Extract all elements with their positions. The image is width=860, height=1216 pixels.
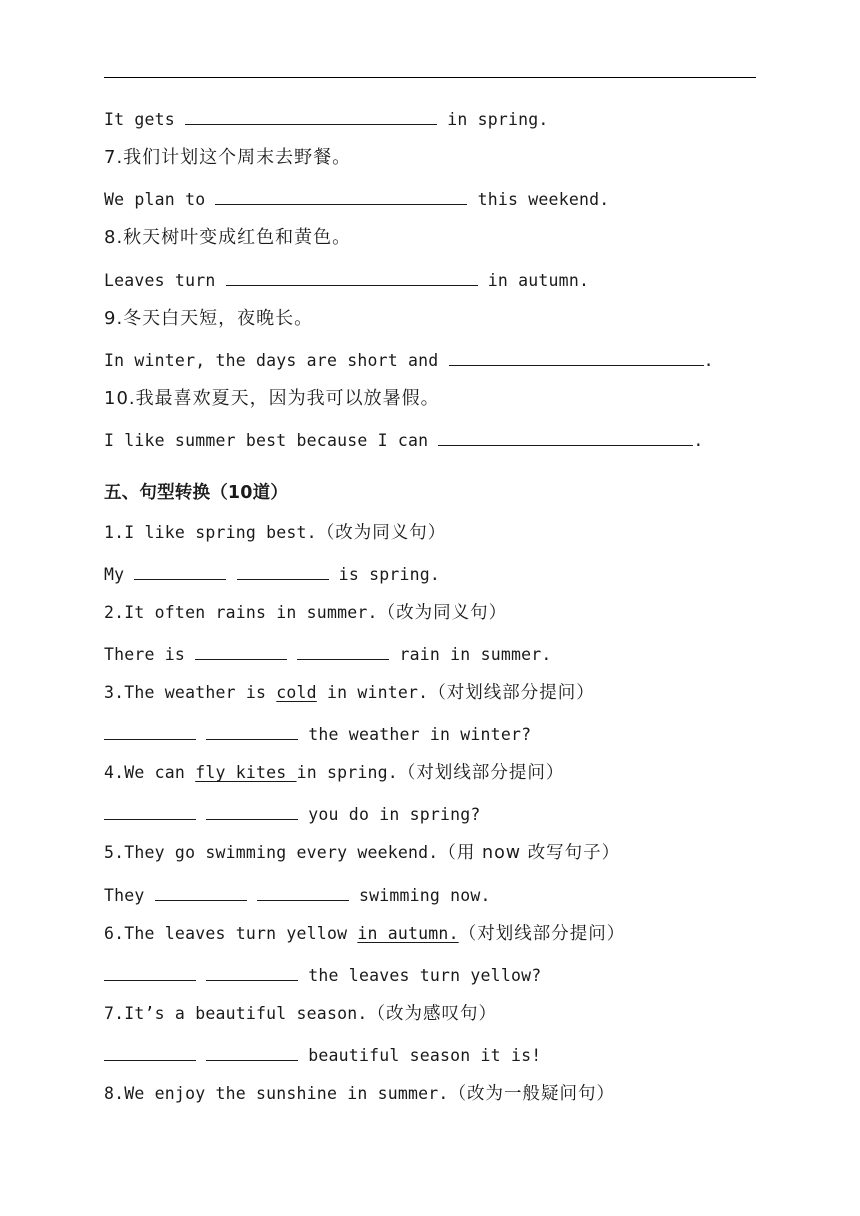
answer-blank[interactable]	[104, 1043, 196, 1061]
exercise-line	[104, 842, 620, 864]
header-rule	[104, 77, 756, 78]
line-text: My	[104, 565, 135, 584]
exercise-line	[104, 428, 704, 452]
question-prompt	[104, 388, 440, 410]
line-text: We plan to	[104, 190, 216, 209]
answer-blank[interactable]	[206, 802, 298, 820]
line-text: beautiful season it is!	[298, 1046, 542, 1065]
line-text: 3.The weather is	[104, 683, 277, 702]
line-text: （改为同义句）	[377, 603, 508, 623]
line-text: 4.We can	[104, 763, 196, 782]
underlined-phrase: fly kites	[195, 763, 297, 782]
line-text	[196, 966, 206, 985]
line-text: this weekend.	[467, 190, 610, 209]
answer-blank[interactable]	[438, 428, 693, 446]
underlined-phrase: cold	[276, 683, 317, 702]
answer-blank[interactable]	[206, 722, 298, 740]
line-text: in spring.	[437, 110, 549, 129]
line-text: （用 now 改写句子）	[438, 843, 621, 863]
line-text: There is	[104, 645, 196, 664]
line-text: in winter.	[316, 683, 429, 702]
exercise-line	[104, 107, 549, 131]
section-heading	[104, 482, 288, 504]
line-text: is spring.	[328, 565, 441, 584]
line-text: 10.我最喜欢夏天，因为我可以放暑假。	[104, 388, 440, 409]
answer-blank[interactable]	[104, 722, 196, 740]
exercise-line	[104, 522, 446, 544]
line-text: Leaves turn	[104, 271, 226, 290]
line-text: in autumn.	[477, 271, 590, 290]
line-text: rain in summer.	[389, 645, 552, 664]
answer-blank[interactable]	[449, 348, 704, 366]
line-text: （对划线部分提问）	[397, 763, 565, 783]
line-text: .	[703, 351, 714, 370]
question-prompt	[104, 227, 351, 249]
line-text	[196, 725, 206, 744]
exercise-line	[104, 762, 564, 784]
line-text: It gets	[104, 110, 186, 129]
line-text: .	[693, 431, 704, 450]
exercise-line	[104, 1043, 541, 1067]
line-text: swimming now.	[348, 886, 491, 905]
exercise-line	[104, 883, 491, 907]
line-text: （对划线部分提问）	[458, 924, 626, 944]
line-text: （改为同义句）	[316, 523, 447, 543]
answer-blank[interactable]	[226, 268, 478, 286]
line-text: I like summer best because I can	[104, 431, 439, 450]
line-text	[226, 565, 236, 584]
answer-blank[interactable]	[237, 562, 329, 580]
exercise-line	[104, 1083, 615, 1105]
exercise-line	[104, 348, 714, 372]
answer-blank[interactable]	[206, 963, 298, 981]
line-text	[196, 1046, 206, 1065]
underlined-phrase: in autumn.	[357, 924, 459, 943]
line-text: the leaves turn yellow?	[298, 966, 542, 985]
line-text: 1.I like spring best.	[104, 523, 317, 542]
question-prompt	[104, 308, 313, 330]
exercise-line	[104, 802, 481, 826]
line-text: 6.The leaves turn yellow	[104, 924, 358, 943]
answer-blank[interactable]	[215, 187, 467, 205]
answer-blank[interactable]	[104, 963, 196, 981]
line-text: 9.冬天白天短，夜晚长。	[104, 308, 314, 329]
exercise-line	[104, 187, 609, 211]
exercise-line	[104, 642, 552, 666]
answer-blank[interactable]	[185, 107, 437, 125]
exercise-line	[104, 562, 440, 586]
exercise-line	[104, 1003, 497, 1025]
line-text	[247, 886, 257, 905]
exercise-line	[104, 602, 507, 624]
question-prompt	[104, 147, 351, 169]
line-text: （改为一般疑问句）	[448, 1084, 616, 1104]
line-text: 7.我们计划这个周末去野餐。	[104, 147, 352, 168]
line-text: 2.It often rains in summer.	[104, 603, 378, 622]
answer-blank[interactable]	[155, 883, 247, 901]
line-text: 8.秋天树叶变成红色和黄色。	[104, 227, 352, 248]
line-text: the weather in winter?	[298, 725, 532, 744]
answer-blank[interactable]	[134, 562, 226, 580]
answer-blank[interactable]	[195, 642, 287, 660]
answer-blank[interactable]	[297, 642, 389, 660]
exercise-line	[104, 923, 625, 945]
line-text: （对划线部分提问）	[428, 683, 595, 703]
line-text: in spring.	[296, 763, 398, 782]
answer-blank[interactable]	[257, 883, 349, 901]
line-text	[196, 805, 206, 824]
line-text: you do in spring?	[298, 805, 481, 824]
exercise-line	[104, 682, 595, 704]
line-text: 5.They go swimming every weekend.	[104, 843, 439, 862]
line-text: 8.We enjoy the sunshine in summer.	[104, 1084, 449, 1103]
exercise-line	[104, 268, 589, 292]
line-text: 五、句型转换（10道）	[104, 483, 289, 503]
line-text: （改为感叹句）	[367, 1004, 497, 1024]
line-text: In winter, the days are short and	[104, 351, 449, 370]
answer-blank[interactable]	[206, 1043, 298, 1061]
exercise-line	[104, 722, 531, 746]
line-text	[287, 645, 297, 664]
exercise-line	[104, 963, 541, 987]
line-text: They	[104, 886, 155, 905]
line-text: 7.It’s a beautiful season.	[104, 1004, 368, 1023]
answer-blank[interactable]	[104, 802, 196, 820]
